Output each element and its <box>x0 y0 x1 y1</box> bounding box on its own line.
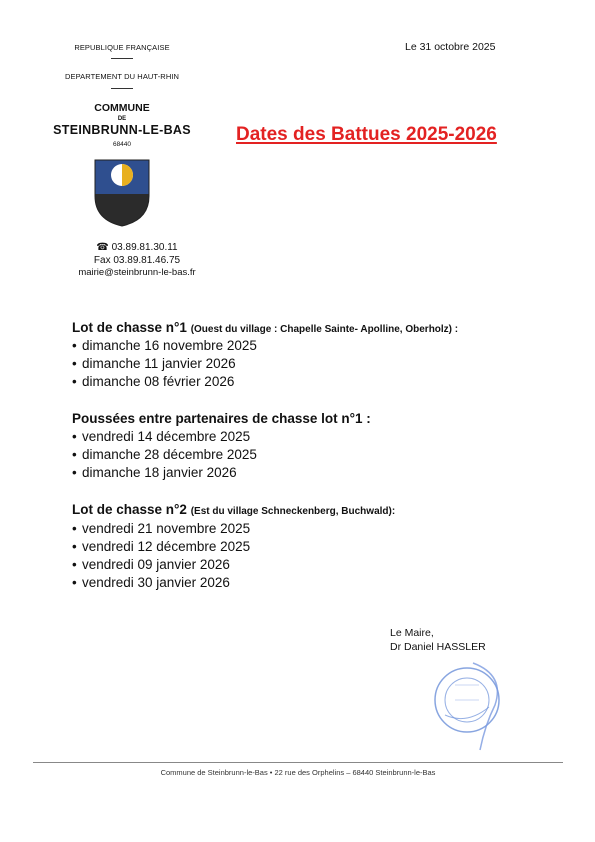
signature-role: Le Maire, <box>390 627 434 639</box>
bullet-icon: • <box>72 338 77 353</box>
bullet-icon: • <box>72 429 77 444</box>
item-text: vendredi 12 décembre 2025 <box>82 539 251 554</box>
postcode: 68440 <box>112 141 132 148</box>
commune-label: COMMUNE <box>94 102 150 114</box>
section-title <box>72 502 395 517</box>
list-item <box>72 356 236 371</box>
item-text: vendredi 09 janvier 2026 <box>82 557 230 572</box>
list-item <box>72 429 250 444</box>
section-heading: Poussées entre partenaires de chasse lot n°1 : <box>72 411 371 426</box>
item-text: dimanche 28 décembre 2025 <box>82 447 257 462</box>
town-name: STEINBRUNN-LE-BAS <box>53 123 191 137</box>
item-text: dimanche 16 novembre 2025 <box>82 338 257 353</box>
list-item <box>72 521 250 536</box>
departement-label: DEPARTEMENT DU HAUT-RHIN <box>64 72 180 81</box>
bullet-icon: • <box>72 575 77 590</box>
header-divider <box>111 58 133 59</box>
section-subtitle: (Ouest du village : Chapelle Sainte- Apolline, Oberholz) : <box>190 324 459 335</box>
coat-of-arms-icon <box>93 158 151 228</box>
section-subtitle: (Est du village Schneckenberg, Buchwald): <box>190 506 396 517</box>
bullet-icon: • <box>72 521 77 536</box>
list-item <box>72 575 230 590</box>
bullet-icon: • <box>72 374 77 389</box>
list-item <box>72 374 234 389</box>
list-item <box>72 539 250 554</box>
item-text: dimanche 11 janvier 2026 <box>82 356 236 371</box>
section-title <box>72 320 458 335</box>
footer-divider <box>33 762 563 763</box>
bullet-icon: • <box>72 557 77 572</box>
letter-date: Le 31 octobre 2025 <box>405 41 496 53</box>
item-text: vendredi 14 décembre 2025 <box>82 429 251 444</box>
fax-number: Fax 03.89.81.46.75 <box>93 255 181 266</box>
footer-address: Commune de Steinbrunn-le-Bas • 22 rue des Orphelins – 68440 Steinbrunn-le-Bas <box>160 768 436 777</box>
page-title: Dates des Battues 2025-2026 <box>236 124 497 145</box>
item-text: vendredi 21 novembre 2025 <box>82 521 251 536</box>
list-item <box>72 465 237 480</box>
section-heading: Lot de chasse n°1 <box>72 320 191 335</box>
phone-line <box>47 242 227 253</box>
bullet-icon: • <box>72 539 77 554</box>
bullet-icon: • <box>72 356 77 371</box>
official-stamp-icon <box>425 655 515 755</box>
section-heading: Lot de chasse n°2 <box>72 502 191 517</box>
bullet-icon: • <box>72 447 77 462</box>
list-item <box>72 447 257 462</box>
item-text: dimanche 18 janvier 2026 <box>82 465 237 480</box>
bullet-icon: • <box>72 465 77 480</box>
item-text: vendredi 30 janvier 2026 <box>82 575 230 590</box>
section-title <box>72 411 371 426</box>
email-address: mairie@steinbrunn-le-bas.fr <box>78 267 196 278</box>
list-item <box>72 338 257 353</box>
de-label: DE <box>117 116 127 122</box>
phone-number: 03.89.81.30.11 <box>111 242 178 253</box>
telephone-icon: ☎ <box>96 242 109 253</box>
header-divider <box>111 88 133 89</box>
list-item <box>72 557 230 572</box>
republique-label: REPUBLIQUE FRANÇAISE <box>74 43 170 52</box>
signature-name: Dr Daniel HASSLER <box>390 641 486 653</box>
item-text: dimanche 08 février 2026 <box>82 374 235 389</box>
